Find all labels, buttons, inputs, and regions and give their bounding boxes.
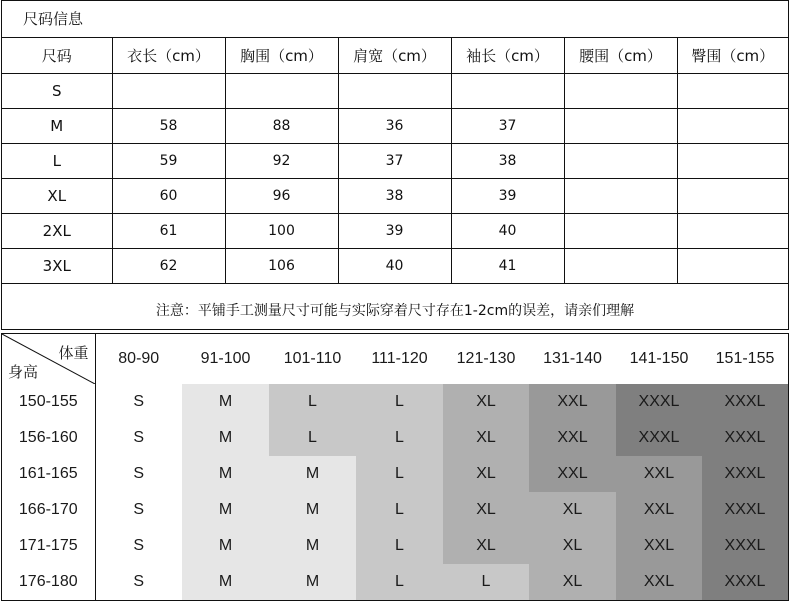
recommended-size-cell: XXXL [616, 384, 702, 420]
recommended-size-cell: S [95, 564, 182, 600]
column-header: 胸围（cm） [225, 38, 338, 73]
recommended-size-cell: M [182, 528, 269, 564]
recommended-size-cell: XXL [616, 492, 702, 528]
recommended-size-cell: XXL [529, 420, 616, 456]
recommended-size-cell: S [95, 492, 182, 528]
size-row [2, 248, 788, 283]
measurement-cell: 38 [451, 143, 564, 178]
measurement-cell [564, 213, 677, 248]
measurement-cell: 60 [112, 178, 225, 213]
measurement-cell [677, 108, 788, 143]
height-range-label: 150-155 [2, 384, 95, 420]
column-header: 腰围（cm） [564, 38, 677, 73]
measurement-cell: 39 [338, 213, 451, 248]
recommended-size-cell: XL [443, 528, 529, 564]
recommended-size-cell: M [182, 456, 269, 492]
recommended-size-cell: XL [529, 492, 616, 528]
recommended-size-cell: M [182, 420, 269, 456]
height-range-label: 161-165 [2, 456, 95, 492]
recommended-size-cell: XL [443, 492, 529, 528]
size-label-cell: M [2, 108, 112, 143]
height-row [2, 528, 788, 564]
recommended-size-cell: XXXL [702, 420, 788, 456]
recommended-size-cell: XXXL [702, 564, 788, 600]
measurement-cell: 106 [225, 248, 338, 283]
measurement-cell: 100 [225, 213, 338, 248]
size-row [2, 73, 788, 108]
corner-header-cell [2, 334, 95, 384]
recommended-size-cell: L [356, 456, 443, 492]
weight-range-header: 101-110 [269, 334, 356, 384]
height-range-label: 171-175 [2, 528, 95, 564]
recommended-size-cell: L [356, 564, 443, 600]
recommended-size-cell: S [95, 420, 182, 456]
column-header: 肩宽（cm） [338, 38, 451, 73]
weight-range-header: 80-90 [95, 334, 182, 384]
recommended-size-cell: XXL [616, 528, 702, 564]
recommended-size-cell: XXL [616, 456, 702, 492]
measurement-cell: 40 [451, 213, 564, 248]
measurement-cell: 88 [225, 108, 338, 143]
weight-height-size-chart [1, 333, 789, 601]
height-row [2, 564, 788, 600]
recommended-size-cell: S [95, 528, 182, 564]
recommended-size-cell: L [356, 492, 443, 528]
recommended-size-cell: XL [529, 528, 616, 564]
size-row [2, 143, 788, 178]
recommended-size-cell: M [182, 384, 269, 420]
measurement-cell [451, 73, 564, 108]
size-label-cell: L [2, 143, 112, 178]
recommended-size-cell: M [182, 492, 269, 528]
weight-range-header: 91-100 [182, 334, 269, 384]
size-info-table [1, 0, 789, 330]
measurement-cell [564, 73, 677, 108]
measurement-cell [677, 213, 788, 248]
weight-axis-label: 体重 [58, 344, 89, 362]
height-range-label: 156-160 [2, 420, 95, 456]
recommended-size-cell: XXXL [702, 456, 788, 492]
size-row [2, 108, 788, 143]
measurement-cell [564, 143, 677, 178]
recommended-size-cell: XXL [529, 456, 616, 492]
recommended-size-cell: M [269, 492, 356, 528]
recommended-size-cell: M [269, 528, 356, 564]
measurement-cell [225, 73, 338, 108]
measurement-note: 注意：平铺手工测量尺寸可能与实际穿着尺寸存在1-2cm的误差，请亲们理解 [155, 303, 635, 319]
recommended-size-cell: L [356, 384, 443, 420]
recommended-size-cell: XL [443, 384, 529, 420]
column-header: 臀围（cm） [677, 38, 788, 73]
recommended-size-cell: L [356, 528, 443, 564]
measurement-cell: 36 [338, 108, 451, 143]
height-axis-label: 身高 [8, 363, 39, 381]
weight-range-header: 151-155 [702, 334, 788, 384]
size-label-cell: S [2, 73, 112, 108]
recommended-size-cell: M [182, 564, 269, 600]
measurement-cell: 40 [338, 248, 451, 283]
recommended-size-cell: L [443, 564, 529, 600]
column-header: 袖长（cm） [451, 38, 564, 73]
size-info-title: 尺码信息 [2, 1, 788, 38]
recommended-size-cell: M [269, 564, 356, 600]
weight-range-header: 121-130 [443, 334, 529, 384]
recommended-size-cell: L [269, 420, 356, 456]
size-measurement-grid [2, 38, 788, 284]
size-row [2, 178, 788, 213]
measurement-cell [677, 143, 788, 178]
recommended-size-cell: XXL [616, 564, 702, 600]
height-row [2, 384, 788, 420]
height-range-label: 176-180 [2, 564, 95, 600]
recommended-size-cell: S [95, 456, 182, 492]
measurement-cell [112, 73, 225, 108]
recommended-size-cell: L [356, 420, 443, 456]
weight-height-grid [2, 334, 789, 600]
recommended-size-cell: XXXL [702, 492, 788, 528]
size-label-cell: 2XL [2, 213, 112, 248]
measurement-cell [564, 178, 677, 213]
height-range-label: 166-170 [2, 492, 95, 528]
weight-range-header: 131-140 [529, 334, 616, 384]
measurement-cell [677, 248, 788, 283]
recommended-size-cell: XL [443, 420, 529, 456]
recommended-size-cell: L [269, 384, 356, 420]
column-header: 尺码 [2, 38, 112, 73]
measurement-cell: 38 [338, 178, 451, 213]
measurement-cell: 59 [112, 143, 225, 178]
measurement-cell [677, 178, 788, 213]
measurement-cell: 37 [451, 108, 564, 143]
recommended-size-cell: XXXL [702, 528, 788, 564]
measurement-cell: 39 [451, 178, 564, 213]
size-row [2, 213, 788, 248]
recommended-size-cell: XL [529, 564, 616, 600]
measurement-cell [564, 108, 677, 143]
size-header-row [2, 38, 788, 73]
recommended-size-cell: M [269, 456, 356, 492]
measurement-cell: 61 [112, 213, 225, 248]
measurement-cell: 62 [112, 248, 225, 283]
measurement-cell: 58 [112, 108, 225, 143]
measurement-cell: 96 [225, 178, 338, 213]
measurement-cell: 37 [338, 143, 451, 178]
measurement-cell [677, 73, 788, 108]
measurement-cell [564, 248, 677, 283]
recommended-size-cell: XL [443, 456, 529, 492]
recommended-size-cell: XXXL [616, 420, 702, 456]
weight-range-header: 141-150 [616, 334, 702, 384]
measurement-cell: 41 [451, 248, 564, 283]
measurement-cell [338, 73, 451, 108]
size-label-cell: 3XL [2, 248, 112, 283]
height-row [2, 420, 788, 456]
size-label-cell: XL [2, 178, 112, 213]
weight-range-header: 111-120 [356, 334, 443, 384]
height-row [2, 456, 788, 492]
weight-header-row [2, 334, 788, 384]
column-header: 衣长（cm） [112, 38, 225, 73]
recommended-size-cell: XXXL [702, 384, 788, 420]
recommended-size-cell: XXL [529, 384, 616, 420]
recommended-size-cell: S [95, 384, 182, 420]
measurement-cell: 92 [225, 143, 338, 178]
height-row [2, 492, 788, 528]
